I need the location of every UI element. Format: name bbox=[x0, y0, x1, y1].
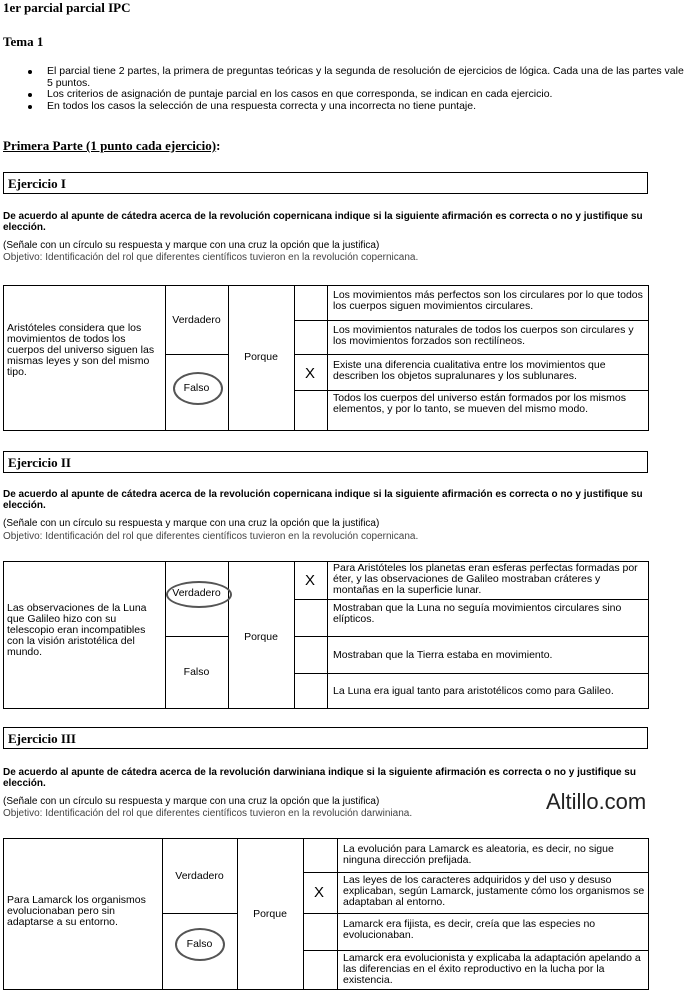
instructions-list bbox=[28, 66, 688, 112]
exercise-1-table bbox=[3, 285, 649, 431]
exercise-2-prompt: De acuerdo al apunte de cátedra acerca de la revolución copernicana indique si la siguiente afirmación es correcta o no y justifique su elección. bbox=[3, 489, 643, 511]
cross-mark-icon: X bbox=[314, 884, 325, 901]
option-falso[interactable]: Falso bbox=[186, 938, 213, 950]
bullet-icon bbox=[28, 105, 32, 109]
exercise-3-prompt: De acuerdo al apunte de cátedra acerca de la revolución darwiniana indique si la siguiente afirmación es correcta o no y justifique su elección. bbox=[3, 767, 636, 789]
porque-label: Porque bbox=[253, 908, 287, 920]
exercise-1-prompt: De acuerdo al apunte de cátedra acerca de la revolución copernicana indique si la siguiente afirmación es correcta o no y justifique su elección. bbox=[3, 211, 643, 233]
exercise-3-title: Ejercicio III bbox=[3, 727, 648, 749]
section-heading: Primera Parte (1 punto cada ejercicio): bbox=[3, 138, 221, 153]
option-falso[interactable]: Falso bbox=[183, 382, 210, 394]
exercise-2-objective: Objetivo: Identificación del rol que diferentes científicos tuvieron en la revolución copernicana. bbox=[3, 531, 419, 542]
justification-option[interactable]: La Luna era igual tanto para aristotélicos como para Galileo. bbox=[333, 685, 614, 697]
instruction-item: En todos los casos la selección de una respuesta correcta y una incorrecta no tiene puntaje. bbox=[28, 101, 688, 113]
justification-option[interactable]: Existe una diferencia cualitativa entre los movimientos que describen los objetos supralunares y los sublunares. bbox=[333, 359, 606, 382]
justification-option[interactable]: Los movimientos naturales de todos los cuerpos son circulares y los movimientos forzados son rectilíneos. bbox=[333, 324, 634, 347]
bullet-icon bbox=[28, 70, 32, 74]
exercise-3-objective: Objetivo: Identificación del rol que diferentes científicos tuvieron en la revolución darwiniana. bbox=[3, 808, 413, 819]
justification-option[interactable]: Las leyes de los caracteres adquiridos y del uso y desuso explicaban, según Lamarck, justamente cómo los organismos se adaptaban al entorno. bbox=[343, 874, 645, 908]
option-falso[interactable]: Falso bbox=[183, 666, 210, 678]
porque-label: Porque bbox=[244, 351, 278, 363]
answer-circle bbox=[173, 372, 223, 405]
option-verdadero[interactable]: Verdadero bbox=[175, 870, 224, 882]
cross-mark-icon: X bbox=[305, 572, 316, 589]
document-title: 1er parcial parcial IPC bbox=[3, 0, 131, 15]
exercise-2-table bbox=[3, 561, 649, 709]
justification-option[interactable]: Todos los cuerpos del universo están formados por los mismos elementos, y por lo tanto, se mueven del mismo modo. bbox=[333, 392, 626, 415]
justification-option[interactable]: Los movimientos más perfectos son los circulares por lo que todos los cuerpos siguen movimientos circulares. bbox=[333, 289, 643, 312]
exercise-1-instructions: (Señale con un círculo su respuesta y marque con una cruz la opción que la justifica) bbox=[3, 240, 380, 251]
exercise-3-statement: Para Lamarck los organismos evolucionaban pero sin adaptarse a su entorno. bbox=[7, 894, 146, 928]
porque-label: Porque bbox=[244, 631, 278, 643]
instruction-item: El parcial tiene 2 partes, la primera de preguntas teóricas y la segunda de resolución de ejercicios de lógica. Cada una de las partes vale 5 puntos. bbox=[28, 66, 688, 89]
justification-option[interactable]: Para Aristóteles los planetas eran esferas perfectas formadas por éter, y las observaciones de Galileo mostraban cráteres y montañas en la superficie lunar. bbox=[333, 562, 638, 596]
option-verdadero[interactable]: Verdadero bbox=[172, 587, 221, 599]
exercise-2-statement: Las observaciones de la Luna que Galileo hizo con su telescopio eran incompatibles con la visión aristotélica del mundo. bbox=[7, 602, 147, 658]
watermark-logo: Altillo.com bbox=[546, 789, 647, 814]
answer-circle bbox=[175, 928, 225, 961]
justification-option[interactable]: Lamarck era evolucionista y explicaba la adaptación apelando a las diferencias en el éxito reproductivo en la lucha por la existencia. bbox=[343, 952, 641, 986]
justification-option[interactable]: La evolución para Lamarck es aleatoria, es decir, no sigue ninguna dirección prefijada. bbox=[343, 843, 614, 866]
justification-option[interactable]: Mostraban que la Luna no seguía movimientos circulares sino elípticos. bbox=[333, 602, 622, 625]
exercise-1-statement: Aristóteles considera que los movimientos de todos los cuerpos del universo siguen las mismas leyes y son del mismo tipo. bbox=[7, 322, 155, 378]
exercise-1-title: Ejercicio I bbox=[3, 172, 648, 194]
exercise-3-instructions: (Señale con un círculo su respuesta y marque con una cruz la opción que la justifica) bbox=[3, 796, 380, 807]
exercise-2-title: Ejercicio II bbox=[3, 451, 648, 473]
justification-option[interactable]: Lamarck era fijista, es decir, creía que las especies no evolucionaban. bbox=[343, 918, 596, 941]
tema-heading: Tema 1 bbox=[3, 34, 44, 49]
exercise-3-table bbox=[3, 838, 649, 990]
instruction-item: Los criterios de asignación de puntaje parcial en los casos en que corresponda, se indican en cada ejercicio. bbox=[28, 89, 688, 101]
exercise-2-instructions: (Señale con un círculo su respuesta y marque con una cruz la opción que la justifica) bbox=[3, 518, 380, 529]
option-verdadero[interactable]: Verdadero bbox=[172, 314, 221, 326]
bullet-icon bbox=[28, 93, 32, 97]
justification-option[interactable]: Mostraban que la Tierra estaba en movimiento. bbox=[333, 649, 553, 661]
cross-mark-icon: X bbox=[305, 365, 316, 382]
answer-circle bbox=[166, 581, 232, 608]
exercise-1-objective: Objetivo: Identificación del rol que diferentes científicos tuvieron en la revolución copernicana. bbox=[3, 252, 419, 263]
